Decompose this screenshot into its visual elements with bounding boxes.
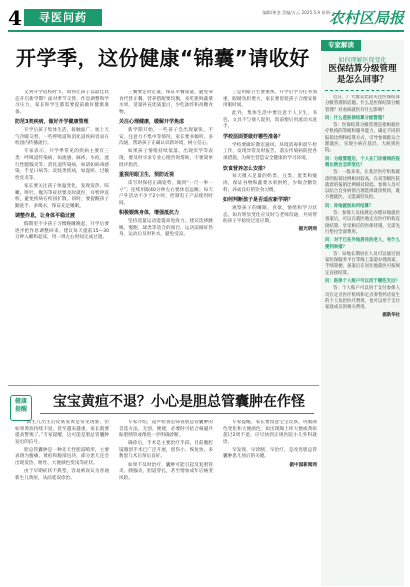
question: 问：什么是医保结算分级管理？ xyxy=(325,115,387,121)
paragraph: 答：医保结算分级管理是指根据医疗机构的等级和服务能力，确定不同的报销比例和结算方式，引导参保群众合理就医，实现小病在基层、大病到医院。 xyxy=(325,123,400,154)
paragraph: 学校要做好教室通风、环境消毒和晨午检工作，发现异常及时报告，落实传染病防控各项措施，为师生营造安全健康的学习环境。 xyxy=(223,142,317,162)
paragraph: 由于早期症状不典型，容易被误认为普通新生儿黄疸，从而延误诊治。 xyxy=(15,469,109,481)
article-column-2 xyxy=(119,90,213,380)
section-label: 寻医问药 xyxy=(24,9,102,26)
question: 问：医保个人账户可以用于哪些支出？ xyxy=(325,279,400,285)
article-column-1 xyxy=(15,90,109,380)
second-article-headline: 宝宝黄疸不退？小心是胆总管囊肿在作怪 xyxy=(53,394,305,410)
paragraph: 三餐要定时定量，保证早餐质量，避免零食代替正餐。营养搭配要均衡，多吃新鲜蔬菜水果，适量补充优质蛋白，少吃油炸和高糖食物。 xyxy=(119,90,213,115)
subheading: 如何判断孩子是否适应新学期？ xyxy=(223,197,294,204)
newspaper-name: 农村区局报 xyxy=(328,9,404,27)
question: 问：分级管理后，个人在门诊看病的报销比例会怎样变化？ xyxy=(325,156,400,168)
second-article-column-3 xyxy=(223,420,317,582)
paragraph: 每天摄入足量的奶类、豆类、蛋类和瘦肉，保证谷物和蔬菜水果供给，少喝含糖饮料，养成良好的饮食习惯。 xyxy=(223,174,317,193)
paragraph: 答：异地长期居住人员可以通过国家医保服务平台等线上渠道办理备案，手续简便，备案后在居住地就医可按规定直接结算。 xyxy=(325,251,400,276)
paragraph: 观察孩子的睡眠、食欲、情绪和学习状态，如有明显变化应及时与老师沟通，共同帮助孩子平稳度过适应期。 xyxy=(223,206,317,225)
sidebar-kicker: 如何理解医保变化 xyxy=(338,57,387,64)
paragraph: 读写时保持正确姿势，做到“一尺一拳一寸”；连续用眼40分钟左右要休息远眺；每天户外活动不少于2小时，控制电子产品使用时间。 xyxy=(119,181,213,206)
sidebar-qa xyxy=(321,40,404,586)
paragraph: 家长要关注孩子体温变化，发现发热、咳嗽、呕吐、腹泻等症状要及时就医，并暂停返校，避免疾病在校园扩散。同时，要提醒孩子勤洗手、多喝水，保证充足睡眠。 xyxy=(15,183,109,209)
subheading: 学校层面要做好哪些准备？ xyxy=(223,134,284,141)
article-headline: 开学季，这份健康“锦囊”请收好 xyxy=(16,46,310,70)
subheading: 重视用眼卫生，预防近视 xyxy=(119,172,175,179)
health-column-logo: 健康 提醒 xyxy=(10,395,32,421)
question: 问：对于已在外地居住的老人，有什么便利举措？ xyxy=(325,238,400,250)
subheading: 调整作息，让身体平稳过渡 xyxy=(15,213,76,220)
paragraph: “新生儿出生后皮肤发黄是常见现象，但如果黄疸持续不退，甚至越来越重，家长就要提高警惕了。”专家提醒，这可能是胆总管囊肿发出的信号。 xyxy=(15,420,109,445)
headline-underline xyxy=(40,413,314,414)
page-number: 4 xyxy=(8,6,22,30)
paragraph: 近日，广大群众比较关注医保结算分级管理的话题。什么是医保结算分级管理？对看病就医有什么影响？ xyxy=(325,95,400,113)
sidebar-tag: 专家解读 xyxy=(321,40,361,51)
paragraph: 答：个人账户可以用于支付参保人员在定点医疗机构和定点零售药店发生的个人负担医疗费用，也可以用于支付家庭成员的相关费用。 xyxy=(325,286,400,311)
editor-credits: 编辑/黄金 美编/万云 2025.5.9 星期一 xyxy=(262,10,334,15)
question: 问：异地就医如何结算？ xyxy=(325,203,374,209)
article-column-3 xyxy=(223,90,317,380)
paragraph: 此外，集体生活中要注意个人卫生，书包、文具不与他人混用，饭前便后用流动水洗手。 xyxy=(223,111,317,130)
second-article-body xyxy=(15,420,318,582)
paragraph: 三是用眼卫生要重视，开学后学习任务加重，眼睛负担增大，家长要督促孩子合理安排用眼时间。 xyxy=(223,90,317,109)
paragraph: 开学后孩子集体生活，接触面广，加上天气冷暖交替，一些呼吸道和消化道疾病容易在校园内传播流行。 xyxy=(15,128,109,147)
paragraph: 确诊后，手术是主要治疗手段。目前腹腔镜微创手术已广泛开展，创伤小、恢复快，多数患儿术后预后良好。 xyxy=(119,441,213,460)
subheading: 积极锻炼身体，增强抵抗力 xyxy=(119,210,180,217)
sidebar-divider xyxy=(325,90,400,91)
paragraph: 新学期开始，一些孩子会出现紧张、不安、注意力不集中等情况，家长要多倾听、多沟通，帮助孩子正确认识新环境，树立信心。 xyxy=(119,128,213,147)
second-article-column-2 xyxy=(119,420,213,582)
paragraph: 坚持适量运动能提高免疫力。建议选择跳绳、慢跑、球类等适合的项目，运动前做好热身，运动后及时补水，避免受凉。 xyxy=(119,219,213,238)
paragraph: 如果孩子情绪持续低落、出现厌学等表现，要及时寻求专业心理咨询帮助，不要简单批评指责。 xyxy=(119,149,213,168)
sidebar-body xyxy=(325,95,400,580)
paragraph: 专家表示，开学季常见的疾病主要有三类：呼吸道传染病，如流感、麻疹、水痘、流行性腮腺炎等；消化道传染病，如诺如病毒感染、手足口病等；皮肤类疾病，如湿疹、过敏性皮炎等。 xyxy=(15,149,109,181)
article-body xyxy=(15,90,318,380)
paragraph: 早发现、早诊断、早治疗，是改善胆总管囊肿患儿预后的关键。 xyxy=(223,447,317,460)
byline: 据中国新闻网 xyxy=(289,462,317,468)
paragraph: 胆总管囊肿是一种先天性胆道畸形，主要表现为腹痛、黄疸和腹部包块，部分患儿还会出现发热、呕吐、大便颜色变浅等症状。 xyxy=(15,447,109,467)
subheading: 防范3类疾病，做好开学健康管理 xyxy=(15,119,89,126)
byline: 据新华社 xyxy=(382,312,400,318)
second-article-column-1 xyxy=(15,420,109,582)
masthead xyxy=(8,8,404,28)
byline: 据光明网 xyxy=(298,227,317,233)
paragraph: 专家提醒，家长要留意宝宝皮肤、巩膜颜色变化和大便颜色，如出现陶土样大便或黄疸超过2周不退，应尽快到正规医院小儿外科就诊。 xyxy=(223,420,317,445)
sidebar-title: 医保结算分级管理是怎么回事？ xyxy=(328,64,397,85)
section-divider xyxy=(8,385,319,386)
paragraph: 如果不及时治疗，囊肿可能引起反复胆管炎、胰腺炎、胆道穿孔，甚至增加成年后癌变风险。 xyxy=(119,462,213,481)
paragraph: 答：一般来说，在基层医疗机构就诊的报销比例相对较高，在高等级医院就诊的报销比例相对较低。参保人员可以结合自身病情合理选择就诊机构，既方便就医，又能减轻负担。 xyxy=(325,170,400,201)
header-divider xyxy=(8,30,404,32)
paragraph: 专家介绍，超声检查是筛查胆总管囊肿的首选方法，无创、便捷，必要时可结合核磁共振胆胰管成像进一步明确诊断。 xyxy=(119,420,213,439)
paragraph: 又到开学返校时节，如何让孩子以最佳状态开启新学期？面对季节交替、作息调整和学习压力，家长和学生都需要提前做好健康准备。 xyxy=(15,90,109,115)
paragraph: 答：参保人员按规定办理异地就医备案后，可以在就医地定点医疗机构直接结算，享受相应的医保待遇，无需先行垫付全部费用。 xyxy=(325,211,400,235)
paragraph: 假期里不少孩子习惯晚睡晚起，开学后要逐步把作息调整回来。建议每天提前15—30分钟入睡和起床，用一周左右时间完成过渡。 xyxy=(15,222,109,241)
subheading: 关注心理健康，缓解开学焦虑 xyxy=(119,119,185,126)
subheading: 饮食营养怎么安排？ xyxy=(223,165,269,172)
